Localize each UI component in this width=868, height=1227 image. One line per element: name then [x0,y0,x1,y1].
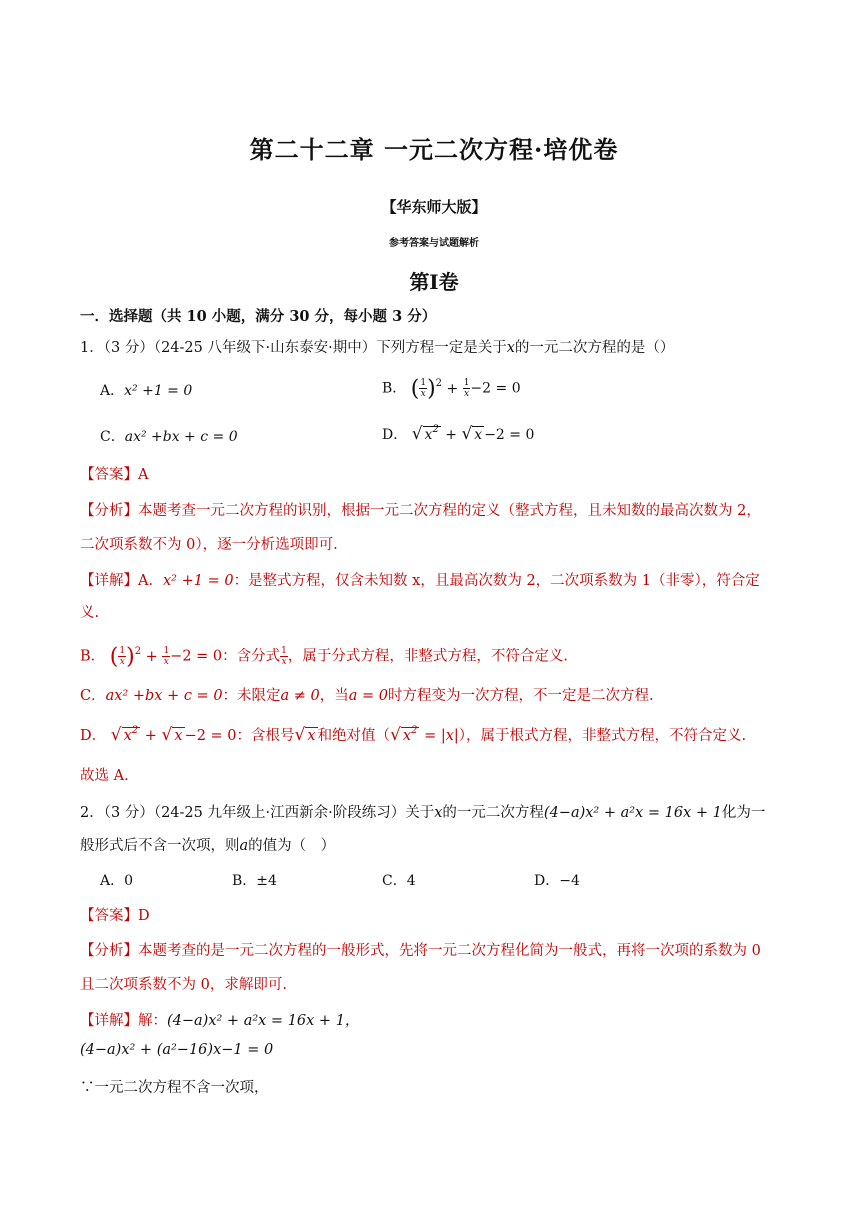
question-2-stem: 2．（3 分）（24-25 九年级上·江西新余·阶段练习）关于x的一元二次方程(4−a)x² + a²x = 16x + 1化为一 [80,805,766,821]
q1-choose: 故选 A. [80,768,129,784]
volume-heading: 第Ⅰ卷 [409,270,459,294]
q1-answer: 【答案】A [80,467,149,483]
question-1-stem: 1．（3 分）（24-25 八年级下·山东泰安·期中）下列方程一定是关于x的一元二次方程的是（） [80,340,675,356]
q1-detail-b: B． ( $\frac{1}{x}$ )$^2$ + $\frac{1}{x}$ −2 = 0：含分式 $\frac{1}{x}$ ，属于分式方程，非整式方程，不符合定义. [80,644,568,669]
q2-option-c: C．4 [382,873,416,889]
q1-option-d: D． √ $x^2$ + √ x −2 = 0 [382,424,535,444]
q2-option-d: D．−4 [534,873,580,889]
question-2-stem-line2: 般形式后不含一次项，则a的值为（ ） [80,838,336,854]
q2-option-a: A．0 [100,873,134,889]
q1-detail-c: C．ax² +bx + c = 0：未限定a ≠ 0，当a = 0时方程变为一次方程，不一定是二次方程. [80,688,654,704]
section-heading: 一．选择题（共 10 小题，满分 30 分，每小题 3 分） [80,308,437,325]
q2-detail: 【详解】解：(4−a)x² + a²x = 16x + 1， [80,1013,360,1029]
q1-option-b: B． ( $\frac{1}{x}$ )$^2$ + $\frac{1}{x}$ −2 = 0 [382,376,521,401]
q2-step-3: ∵一元二次方程不含一次项， [80,1080,269,1096]
document-title: 第二十二章 一元二次方程·培优卷 [249,135,619,164]
q2-answer: 【答案】D [80,908,150,924]
q1-analysis-line1: 【分析】本题考查一元二次方程的识别，根据一元二次方程的定义（整式方程，且未知数的最高次数为 2， [80,503,761,519]
subtitle: 参考答案与试题解析 [389,238,479,249]
q1-detail-a-line2: 义. [80,605,100,621]
q2-analysis-line2: 且二次项系数不为 0，求解即可. [80,977,287,993]
q1-detail-d: D． √ $x^2$ + √ x −2 = 0：含根号√ x 和绝对值（√ $x^2 = |x|$），属于根式方程，非整式方程，不符合定义. [80,725,747,745]
q1-option-a: A．x² +1 = 0 [100,383,193,399]
q1-option-c: C．ax² +bx + c = 0 [100,429,238,445]
q1-analysis-line2: 二次项系数不为 0），逐一分析选项即可. [80,537,338,553]
q2-option-b: B．±4 [232,873,277,889]
q1-detail-a: 【详解】A．x² +1 = 0：是整式方程，仅含未知数 x，且最高次数为 2，二次项系数为 1（非零），符合定 [80,573,760,589]
edition-label: 【华东师大版】 [381,198,487,216]
q2-step-2: (4−a)x² + (a²−16)x−1 = 0 [80,1042,274,1058]
q2-analysis-line1: 【分析】本题考查的是一元二次方程的一般形式，先将一元二次方程化简为一般式，再将一次项的系数为 0 [80,943,761,959]
